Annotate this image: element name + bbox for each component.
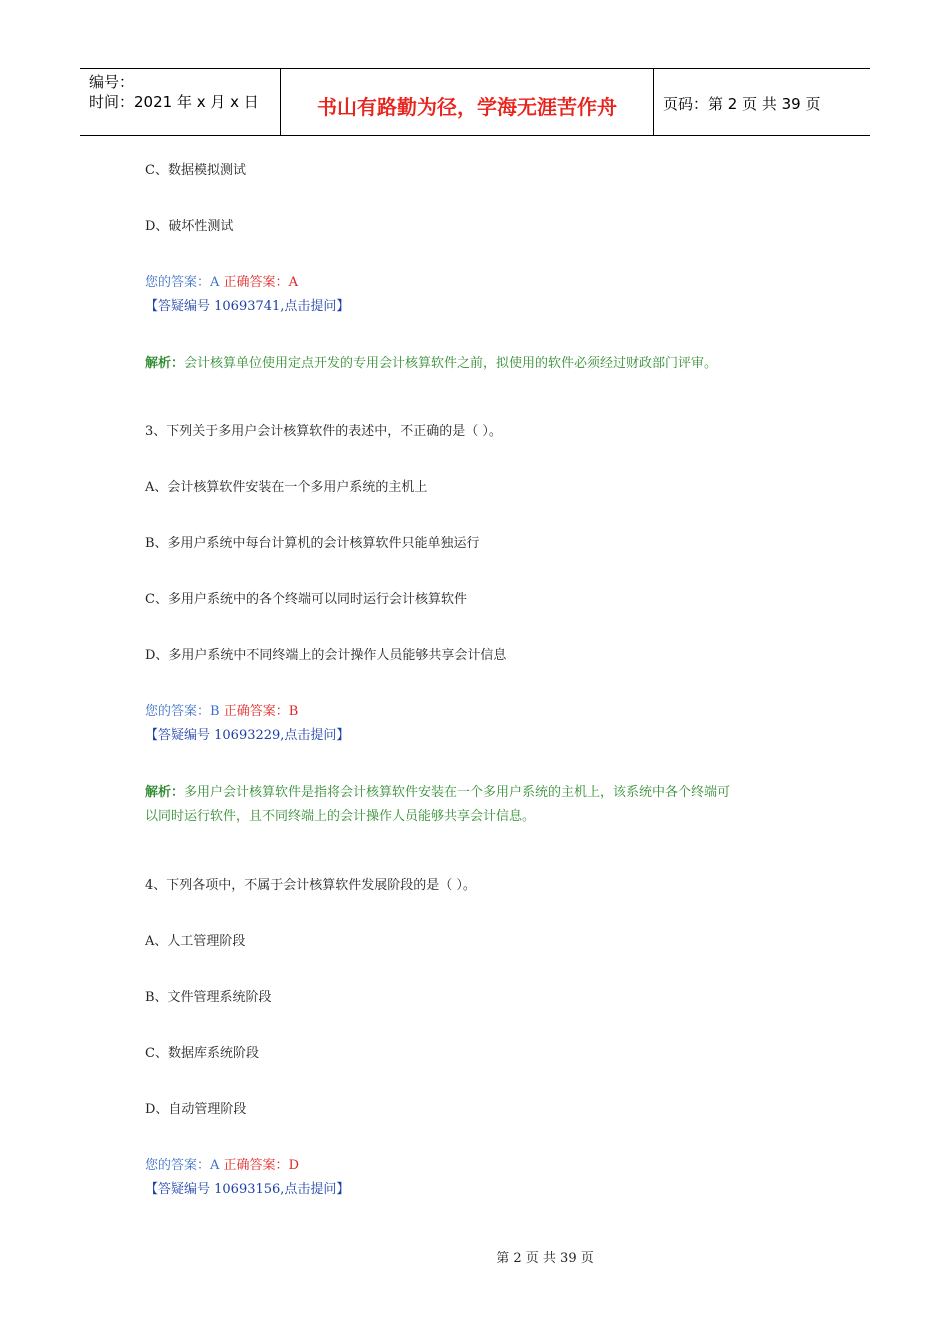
your-answer-label: 您的答案： bbox=[145, 1158, 211, 1173]
q2-qa-link[interactable]: 【答疑编号 10693741,点击提问】 bbox=[145, 299, 350, 314]
your-answer-label: 您的答案： bbox=[145, 704, 211, 719]
q2-answer-line bbox=[145, 274, 298, 292]
your-answer-label: 您的答案： bbox=[145, 275, 211, 290]
q4-question: 4、下列各项中，不属于会计核算软件发展阶段的是（ ）。 bbox=[145, 878, 476, 893]
analysis-text: 会计核算单位使用定点开发的专用会计核算软件之前，拟使用的软件必须经过财政部门评审。 bbox=[184, 356, 718, 371]
time-label: 时间：2021 年 x 月 x 日 bbox=[89, 93, 259, 111]
q4-option-c: C、数据库系统阶段 bbox=[145, 1046, 259, 1061]
q3-answer-line bbox=[145, 703, 298, 721]
correct-answer-value: B bbox=[288, 704, 299, 719]
q3-option-a: A、会计核算软件安装在一个多用户系统的主机上 bbox=[145, 480, 428, 495]
correct-answer-value: A bbox=[288, 275, 298, 290]
q3-question: 3、下列关于多用户会计核算软件的表述中，不正确的是（ ）。 bbox=[145, 424, 502, 439]
q4-option-a: A、人工管理阶段 bbox=[145, 934, 246, 949]
q4-option-d: D、自动管理阶段 bbox=[145, 1102, 247, 1117]
q3-analysis-line1 bbox=[145, 784, 730, 802]
page-footer: 第 2 页 共 39 页 bbox=[496, 1251, 594, 1266]
q3-analysis-line2: 以同时运行软件，且不同终端上的会计操作人员能够共享会计信息。 bbox=[145, 809, 536, 824]
header-right-cell bbox=[654, 69, 870, 135]
q3-option-b: B、多用户系统中每台计算机的会计核算软件只能单独运行 bbox=[145, 536, 480, 551]
number-label: 编号： bbox=[89, 73, 135, 91]
correct-answer-label: 正确答案： bbox=[223, 1158, 289, 1173]
analysis-text: 多用户会计核算软件是指将会计核算软件安装在一个多用户系统的主机上，该系统中各个终端可 bbox=[184, 785, 731, 800]
analysis-label: 解析： bbox=[145, 356, 185, 371]
correct-answer-label: 正确答案： bbox=[223, 275, 289, 290]
q2-analysis bbox=[145, 355, 717, 373]
header-motto: 书山有路勤为径，学海无涯苦作舟 bbox=[317, 95, 617, 119]
analysis-label: 解析： bbox=[145, 785, 185, 800]
your-answer-value: B bbox=[210, 704, 220, 719]
q3-option-c: C、多用户系统中的各个终端可以同时运行会计核算软件 bbox=[145, 592, 467, 607]
correct-answer-label: 正确答案： bbox=[223, 704, 289, 719]
q2-option-c: C、数据模拟测试 bbox=[145, 163, 246, 178]
q3-qa-link[interactable]: 【答疑编号 10693229,点击提问】 bbox=[145, 728, 350, 743]
page-header bbox=[80, 68, 870, 136]
header-left-cell bbox=[80, 69, 281, 135]
q4-qa-link[interactable]: 【答疑编号 10693156,点击提问】 bbox=[145, 1182, 350, 1197]
your-answer-value: A bbox=[210, 1158, 220, 1173]
header-middle-cell bbox=[281, 69, 654, 135]
your-answer-value: A bbox=[210, 275, 220, 290]
q4-answer-line bbox=[145, 1157, 299, 1175]
correct-answer-value: D bbox=[288, 1158, 299, 1173]
q3-option-d: D、多用户系统中不同终端上的会计操作人员能够共享会计信息 bbox=[145, 648, 507, 663]
q2-option-d: D、破坏性测试 bbox=[145, 219, 234, 234]
header-page-info: 页码：第 2 页 共 39 页 bbox=[663, 95, 821, 113]
q4-option-b: B、文件管理系统阶段 bbox=[145, 990, 272, 1005]
